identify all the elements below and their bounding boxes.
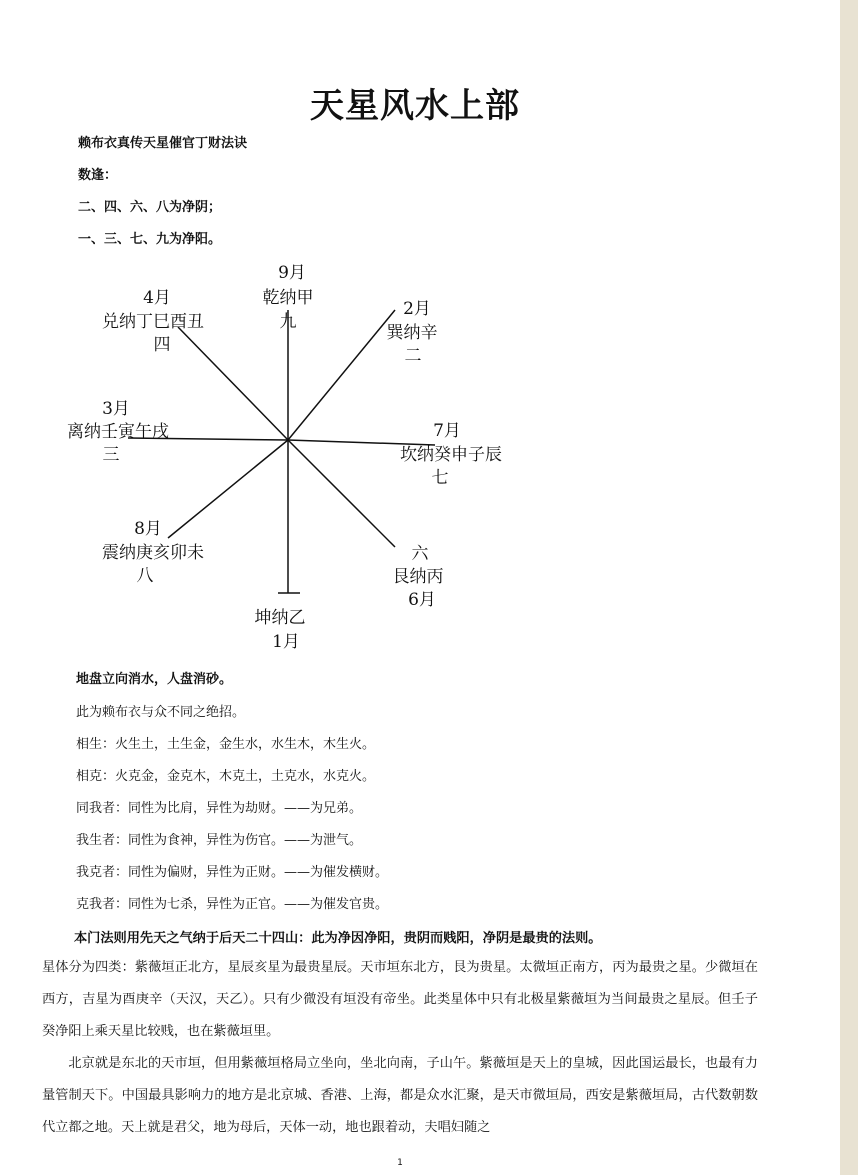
southeast-month: 6月 [408,590,436,610]
label-northeast [387,299,438,366]
label-north [263,263,314,332]
southeast-number: 六 [411,544,429,564]
rule-line-5: 同我者：同性为比肩，异性为劫财。——为兄弟。 [76,801,363,816]
west-name: 离纳壬寅午戌 [67,422,169,442]
page-number: 1 [397,1158,403,1168]
northeast-name: 巽纳辛 [386,323,438,343]
label-south [255,608,306,652]
rule-line-1: 地盘立向消水，人盘消砂。 [76,672,233,687]
bagua-diagram [50,255,530,655]
page-title: 天星风水上部 [310,86,520,126]
north-month: 9月 [278,263,306,283]
rule-line-3: 相生：火生土，土生金，金生水，水生木，木生火。 [76,737,376,752]
paragraph-stars: 星体分为四类：紫薇垣正北方，星辰亥星为最贵星辰。天市垣东北方，艮为贵星。太微垣正南方，丙为最贵之星。少微垣在西方，吉星为酉庚辛（天汉，天乙）。只有少微没有垣没有帝坐。此类星体中只有北极星紫薇垣为当间最贵之星辰。但壬子癸净阳上乘天星比较贱，也在紫薇垣里。 [42,960,758,1039]
south-name: 坤纳乙 [254,608,306,628]
subtitle: 赖布衣真传天星催官丁财法诀 [78,136,248,151]
west-number: 三 [102,445,120,465]
southwest-number: 八 [136,566,154,586]
line-northeast [288,310,395,440]
line-southeast [288,440,395,547]
label-southeast [393,544,444,610]
northeast-number: 二 [404,346,422,366]
rule-line-6: 我生者：同性为食神，异性为伤官。——为泄气。 [76,833,363,848]
even-numbers-line: 二、四、六、八为净阴； [78,200,222,215]
rule-line-8: 克我者：同性为七杀，异性为正官。——为催发官贵。 [76,897,389,912]
east-number: 七 [431,468,449,488]
rule-line-4: 相克：火克金，金克木，木克土，土克水，水克火。 [76,769,376,784]
paragraph-beijing: 北京就是东北的天市垣，但用紫薇垣格局立坐向，坐北向南，子山午。紫薇垣是天上的皇城，因此国运最长，也最有力量管制天下。中国最具影响力的地方是北京城、香港、上海，都是众水汇聚，是天市微垣局，西安是紫薇垣局，古代数朝数代立都之地。天上就是君父，地为母后，天体一动，地也跟着动，夫唱妇随之 [42,1056,758,1135]
rule-line-2: 此为赖布衣与众不同之绝招。 [76,705,246,720]
southwest-month: 8月 [134,519,162,539]
label-northwest [102,288,204,355]
north-name: 乾纳甲 [262,288,314,308]
northwest-name: 兑纳丁巳酉丑 [102,312,204,332]
northwest-number: 四 [153,335,171,355]
northeast-month: 2月 [403,299,431,319]
northwest-month: 4月 [143,288,171,308]
page-edge [840,0,858,1175]
east-month: 7月 [433,421,461,441]
southwest-name: 震纳庚亥卯未 [102,543,204,563]
south-month: 1月 [272,632,300,652]
label-west [67,399,169,465]
label-southwest [102,519,204,586]
odd-numbers-line: 一、三、七、九为净阳。 [78,232,222,247]
east-name: 坎纳癸申子辰 [400,445,502,465]
line-southwest [168,440,288,538]
north-number: 九 [279,312,297,332]
line-northwest [178,327,288,440]
rule-line-7: 我克者：同性为偏财，异性为正财。——为催发横财。 [76,865,389,880]
southeast-name: 艮纳丙 [392,567,444,587]
numbers-label: 数逢： [78,168,118,183]
label-east [400,421,502,488]
principle-line: 本门法则用先天之气纳于后天二十四山：此为净因净阳，贵阴而贱阳，净阴是最贵的法则。 [74,931,602,946]
west-month: 3月 [102,399,130,419]
